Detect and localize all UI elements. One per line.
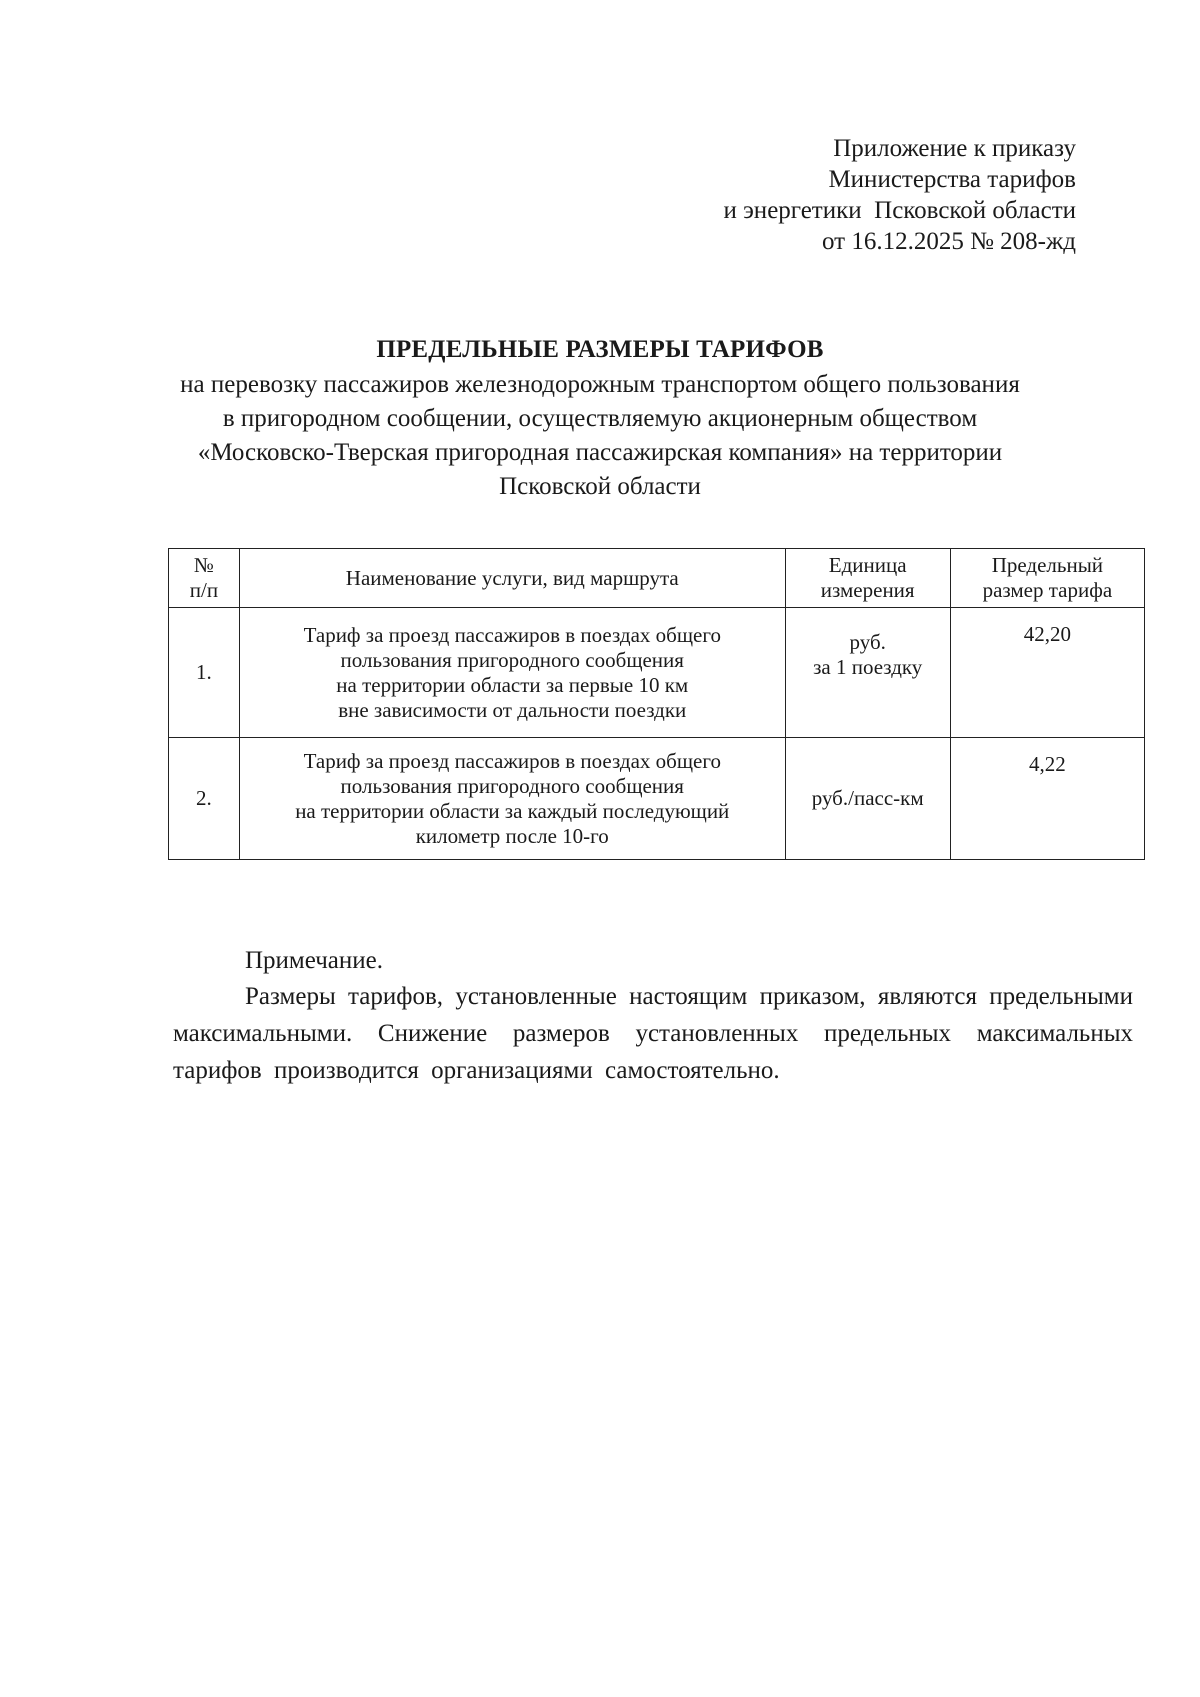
table-header-row xyxy=(169,549,1145,608)
row-number: 2. xyxy=(169,738,240,860)
table-row xyxy=(169,738,1145,860)
row-service-name: Тариф за проезд пассажиров в поездах общего пользования пригородного сообщения на территории области за первые 10 км вне зависимости от дальности поездки xyxy=(239,608,785,738)
document-subtitle xyxy=(100,368,1100,504)
header-unit: Единица измерения xyxy=(785,549,950,608)
note-text: Размеры тарифов, установленные настоящим приказом, являются предельными максимальными. Снижение размеров установленных предельных максимальных тарифов производится организациями самостоятельно. xyxy=(173,983,1133,1084)
row-tariff-value: 42,20 xyxy=(950,608,1144,738)
row-service-name: Тариф за проезд пассажиров в поездах общего пользования пригородного сообщения на территории области за каждый последующий километр после 10-го xyxy=(239,738,785,860)
row-tariff-value: 4,22 xyxy=(950,738,1144,860)
row-number: 1. xyxy=(169,608,240,738)
table-row xyxy=(169,608,1145,738)
tariff-table xyxy=(168,548,1145,860)
appendix-block xyxy=(596,133,1076,257)
appendix-line: Министерства тарифов xyxy=(828,166,1076,193)
header-service-name: Наименование услуги, вид маршрута xyxy=(239,549,785,608)
subtitle-line: на перевозку пассажиров железнодорожным транспортом общего пользования xyxy=(180,371,1020,398)
subtitle-line: Псковской области xyxy=(499,473,701,500)
appendix-line: Приложение к приказу xyxy=(833,135,1076,162)
note-heading: Примечание. xyxy=(245,947,384,974)
subtitle-line: «Московско-Тверская пригородная пассажирская компания» на территории xyxy=(197,439,1003,466)
header-number: № п/п xyxy=(169,549,240,608)
row-unit: руб./пасс-км xyxy=(785,738,950,860)
header-tariff: Предельный размер тарифа xyxy=(950,549,1144,608)
document-title: ПРЕДЕЛЬНЫЕ РАЗМЕРЫ ТАРИФОВ xyxy=(376,336,824,363)
subtitle-line: в пригородном сообщении, осуществляемую акционерным обществом xyxy=(222,405,978,432)
appendix-line: от 16.12.2025 № 208-жд xyxy=(821,228,1076,255)
appendix-line: и энергетики Псковской области xyxy=(723,197,1076,224)
row-unit: руб. за 1 поездку xyxy=(785,608,950,738)
